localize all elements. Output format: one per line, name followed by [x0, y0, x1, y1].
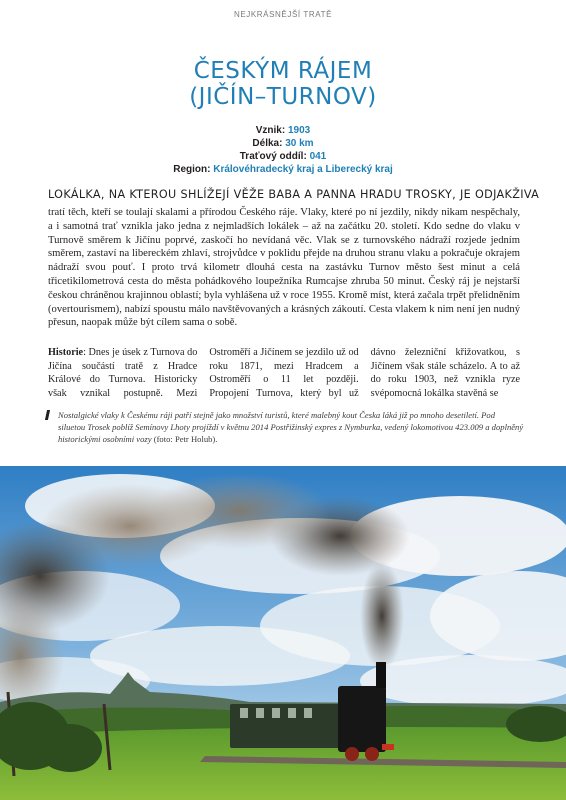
caption-text: Nostalgické vlaky k Českému ráji patří stejně jako množství turistů, které malebný kout Česka láká již po mnoho desetiletí. Pod siluetou Trosek poblíž Semínovy Lhoty projíždí v květnu 2014 Postřižinský expres z Nymburka, vedený lokomotivou 423.009 a doplněný historickými osobními vozy — [58, 410, 524, 445]
fact-value: 1903 — [287, 125, 311, 136]
section-label: NEJKRÁSNĚJŠÍ TRATĚ — [233, 10, 333, 19]
lead-caps: LOKÁLKA, NA KTEROU SHLÍŽEJÍ VĚŽE BABA A PANNA HRADU TROSKY, JE ODJAKŽIVA — [48, 188, 540, 201]
fact-section — [0, 150, 566, 163]
history-columns — [48, 346, 520, 402]
fact-value: 30 km — [285, 138, 314, 149]
fact-key: Traťový oddíl: — [239, 151, 307, 162]
history-label: Historie — [48, 347, 84, 358]
photo-caption — [58, 409, 524, 446]
fact-key: Vznik: — [255, 125, 286, 136]
fact-origin — [0, 124, 566, 137]
caption-marker-icon — [45, 410, 50, 420]
fact-length — [0, 137, 566, 150]
title-line-1: ČESKÝM RÁJEM — [193, 58, 373, 84]
facts-box — [0, 124, 566, 176]
fact-key: Délka: — [252, 138, 283, 149]
train-photo-illustration — [0, 466, 566, 800]
history-text: : Dnes je úsek z Turnova do Jičína součástí tratě z Hradce Králové do Turnova. Historicky však vznikal postupně. Mezi Ostroměří a Jičínem se jezdilo už od roku 1871, mezi Hradcem a Ostroměří o 11 let později. Propojení Turnova, který byl už dávno železniční křižovatkou, s Jičínem však stále scházelo. A to až do roku 1903, než vznikla ryze svépomocná lokálka stavěná se — [48, 347, 520, 399]
fact-value: Královéhradecký kraj a Liberecký kraj — [213, 164, 393, 175]
page-title — [0, 58, 566, 110]
history-paragraph — [48, 346, 520, 402]
fact-region — [0, 163, 566, 176]
fact-value: 041 — [309, 151, 327, 162]
lead-paragraph: tratí těch, kteří se toulají skalami a přírodou Českého ráje. Vlaky, které po ní jezdily, nikdy nikam nespěchaly, a i samotná trať vznikla jako jedna z nejmladších lokálek – až na začátku 20. století. Kdo sedne do vlaku v Turnově směrem k Jičínu poprvé, zaskočí ho nevídaná věc. Vlak se z turnovského nádraží rozjede jedním směrem, zastaví na libereckém zhlaví, strojvůdce v poklidu přejde na druhou stranu vlaku a pokračuje okrajem nádraží svou pouť. I proto trvá kilometr dlouhá cesta na zastávku Turnov město šest minut a celá třicetikilometrová cesta do města pohádkového loupežníka Rumcajse zhruba 50 minut. Český ráj je nejstarší českou chráněnou krajinnou oblastí; byla vyhlášena už v roce 1955. Kromě míst, která začala trpět přelidněním (overtourismem), nabízí spoustu málo navštěvovaných a krásných zákoutí. Cesta vlakem k nim není jen nudný přesun, naopak může být cílem sama o sobě. — [48, 207, 520, 329]
title-line-2: (JIČÍN–TURNOV) — [189, 84, 377, 110]
fact-key: Region: — [173, 164, 211, 175]
caption-credit: (foto: Petr Holub). — [151, 434, 218, 445]
train-photo — [0, 466, 566, 800]
